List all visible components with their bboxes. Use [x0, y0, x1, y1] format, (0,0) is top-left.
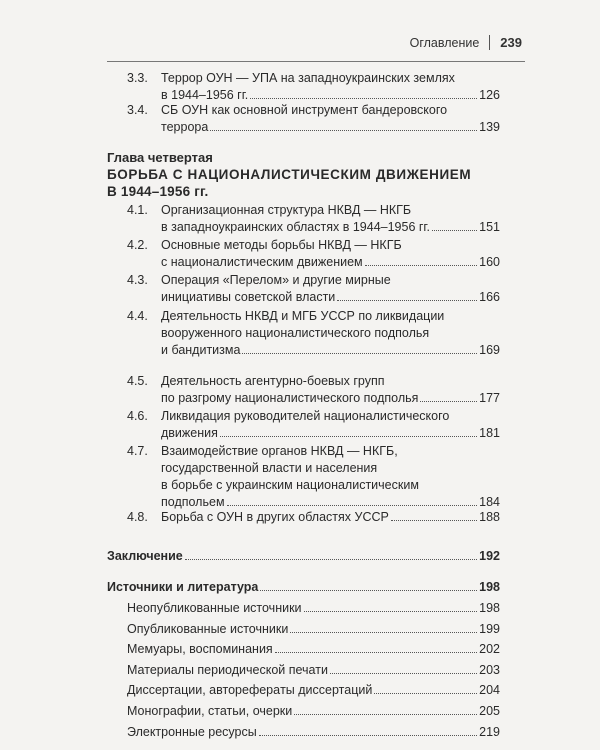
entry-page-number: 192: [479, 549, 500, 563]
entry-page-number: 188: [479, 510, 500, 524]
entry-title-line: Опубликованные источники: [127, 621, 289, 636]
dot-leader: [294, 714, 477, 715]
entry-page-number: 160: [479, 255, 500, 269]
dot-leader: [242, 353, 477, 354]
dot-leader: [260, 590, 477, 591]
dot-leader: [250, 98, 477, 99]
header-rule: [107, 61, 525, 62]
entry-page-number: 202: [479, 642, 500, 657]
entry-title-line: Деятельность НКВД и МГБ УССР по ликвидации: [161, 309, 445, 323]
entry-page-number: 199: [479, 621, 500, 636]
entry-page-number: 198: [479, 601, 500, 615]
entry-page-number: 219: [479, 724, 500, 739]
entry-title-line: Ликвидация руководителей националистического: [161, 409, 450, 423]
entry-number: 4.4.: [127, 309, 148, 323]
entry-title-line: движения: [161, 426, 218, 440]
entry-last-line: [127, 682, 500, 699]
chapter-title-line1: БОРЬБА С НАЦИОНАЛИСТИЧЕСКИМ ДВИЖЕНИЕМ: [107, 167, 472, 182]
entry-number: 3.4.: [127, 103, 148, 117]
entry-title-line: вооруженного националистического подполья: [161, 326, 430, 340]
entry-title-line: инициативы советской власти: [161, 290, 336, 304]
entry-title-line: в западноукраинских областях в 1944–1956 гг.: [161, 220, 430, 234]
running-head: [410, 35, 522, 50]
dot-leader: [420, 401, 477, 402]
entry-number: 4.8.: [127, 510, 148, 524]
dot-leader: [432, 230, 477, 231]
entry-page-number: 205: [479, 704, 500, 718]
entry-number: 4.2.: [127, 238, 148, 252]
chapter-title-line2: В 1944–1956 гг.: [107, 184, 209, 199]
entry-number: 4.6.: [127, 409, 148, 423]
entry-page-number: 204: [479, 683, 500, 698]
entry-title-line: по разгрому националистического подполья: [161, 391, 419, 405]
dot-leader: [290, 632, 477, 633]
entry-page-number: 139: [479, 120, 500, 134]
entry-title-line: Организационная структура НКВД — НКГБ: [161, 203, 412, 217]
entry-last-line: [161, 342, 500, 359]
entry-page-number: 151: [479, 220, 500, 234]
dot-leader: [330, 673, 477, 674]
dot-leader: [275, 652, 477, 653]
dot-leader: [259, 735, 477, 736]
entry-last-line: [161, 390, 500, 407]
entry-title-line: подпольем: [161, 495, 225, 509]
entry-title-line: Основные методы борьбы НКВД — НКГБ: [161, 238, 402, 252]
entry-page-number: 184: [479, 495, 500, 509]
entry-title-line: Источники и литература: [107, 580, 259, 594]
entry-last-line: [127, 621, 500, 638]
entry-last-line: [127, 662, 500, 679]
entry-page-number: 177: [479, 391, 500, 405]
entry-last-line: [127, 703, 500, 720]
entry-page-number: 126: [479, 88, 500, 102]
entry-page-number: 181: [479, 426, 500, 440]
entry-title-line: Материалы периодической печати: [127, 662, 328, 677]
entry-title-line: террора: [161, 120, 209, 134]
entry-last-line: [107, 548, 500, 565]
dot-leader: [337, 300, 477, 301]
entry-title-line: Электронные ресурсы: [127, 724, 257, 739]
dot-leader: [210, 130, 477, 131]
entry-title-line: Деятельность агентурно-боевых групп: [161, 374, 385, 388]
running-head-divider: [489, 35, 490, 50]
entry-last-line: [161, 219, 500, 236]
dot-leader: [227, 505, 478, 506]
entry-title-line: с националистическим движением: [161, 255, 363, 269]
entry-last-line: [107, 579, 500, 596]
entry-title-line: Диссертации, автореферaты диссертаций: [127, 683, 373, 698]
entry-title-line: Операция «Перелом» и другие мирные: [161, 273, 391, 287]
entry-number: 4.5.: [127, 374, 148, 388]
entry-title-line: Мемуары, воспоминания: [127, 642, 273, 657]
entry-page-number: 198: [479, 580, 500, 594]
dot-leader: [220, 436, 477, 437]
page-number: 239: [500, 35, 522, 50]
entry-last-line: [161, 289, 500, 306]
entry-number: 4.7.: [127, 444, 148, 458]
entry-title-line: Борьба с ОУН в других областях УССР: [161, 510, 389, 524]
entry-title-line: и бандитизма: [161, 343, 241, 357]
entry-title-line: в 1944–1956 гг.: [161, 88, 249, 102]
entry-title-line: Монографии, статьи, очерки: [127, 704, 293, 718]
entry-last-line: [127, 641, 500, 658]
entry-title-line: Террор ОУН — УПА на западноукраинских землях: [161, 71, 455, 85]
entry-title-line: СБ ОУН как основной инструмент бандеровского: [161, 103, 448, 117]
entry-title-line: в борьбе с украинским националистическим: [161, 478, 419, 492]
entry-title-line: Неопубликованные источники: [127, 601, 302, 615]
entry-number: 4.1.: [127, 203, 148, 217]
entry-last-line: [127, 600, 500, 617]
entry-page-number: 203: [479, 662, 500, 677]
dot-leader: [391, 520, 477, 521]
entry-number: 3.3.: [127, 71, 148, 85]
entry-last-line: [161, 509, 500, 526]
dot-leader: [365, 265, 477, 266]
entry-last-line: [161, 119, 500, 136]
dot-leader: [304, 611, 478, 612]
entry-last-line: [161, 254, 500, 271]
entry-page-number: 166: [479, 290, 500, 304]
entry-number: 4.3.: [127, 273, 148, 287]
entry-title-line: государственной власти и населения: [161, 461, 378, 475]
dot-leader: [185, 559, 477, 560]
entry-title-line: Заключение: [107, 549, 183, 563]
entry-page-number: 169: [479, 343, 500, 357]
chapter-title: [107, 166, 471, 200]
entry-last-line: [127, 724, 500, 741]
chapter-label: Глава четвертая: [107, 150, 213, 165]
running-head-section: Оглавление: [409, 35, 480, 50]
dot-leader: [374, 693, 477, 694]
entry-title-line: Взаимодействие органов НКВД — НКГБ,: [161, 444, 398, 458]
entry-last-line: [161, 425, 500, 442]
